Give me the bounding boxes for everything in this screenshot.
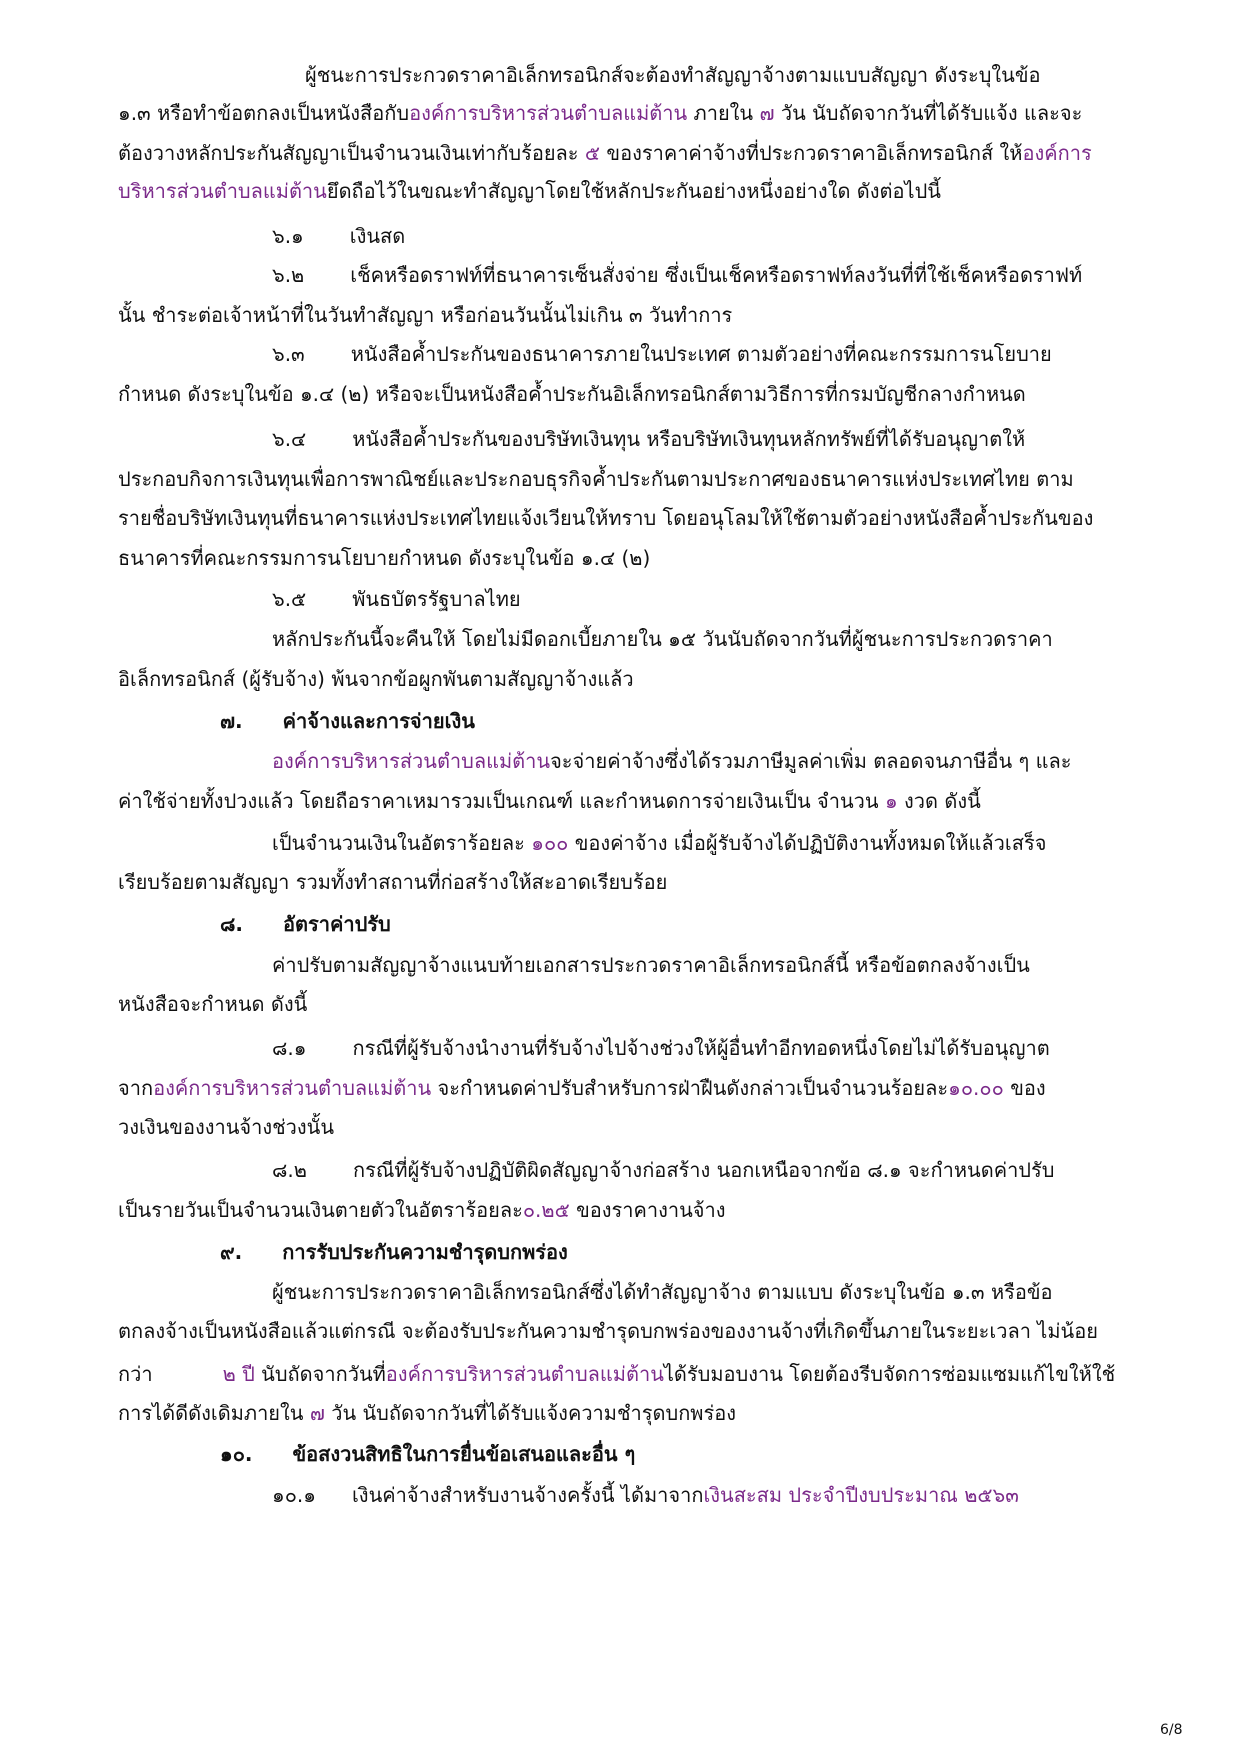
text-segment: การได้ดีดังเดิมภายใน	[118, 1401, 310, 1425]
text-segment: ๘.	[220, 912, 244, 936]
text-segment: เงินสด	[349, 224, 406, 248]
text-segment: กว่า	[118, 1362, 153, 1386]
text-line	[118, 140, 1092, 166]
text-segment: ค่าจ้างและการจ่ายเงิน	[282, 709, 475, 733]
text-segment: จะจ่ายค่าจ้างซึ่งได้รวมภาษีมูลค่าเพิ่ม ตลอดจนภาษีอื่น ๆ และ	[550, 749, 1072, 773]
text-segment: จาก	[118, 1076, 154, 1100]
text-segment: อัตราค่าปรับ	[283, 912, 391, 936]
highlighted-text: ๗	[759, 101, 775, 125]
highlighted-text: องค์การบริหารส่วนตำบลแม่ต้าน	[409, 101, 688, 125]
text-segment: เงินค่าจ้างสำหรับงานจ้างครั้งนี้ ได้มาจาก	[351, 1483, 704, 1507]
text-segment: วงเงินของงานจ้างช่วงนั้น	[118, 1115, 335, 1139]
text-line	[118, 505, 1093, 531]
text-segment: ได้รับมอบงาน โดยต้องรีบจัดการซ่อมแซมแก้ไขให้ใช้	[663, 1362, 1116, 1386]
text-line	[118, 1400, 736, 1426]
text-segment: ๖.๓	[272, 342, 305, 366]
text-line	[118, 1075, 1046, 1101]
text-line	[272, 1482, 1019, 1508]
text-line	[118, 666, 634, 692]
text-segment: เป็นรายวันเป็นจำนวนเงินตายตัวในอัตราร้อยละ	[118, 1198, 523, 1222]
text-segment: ภายใน	[687, 101, 760, 125]
text-line	[118, 302, 732, 328]
text-line	[118, 178, 941, 204]
text-line	[272, 952, 1030, 978]
highlighted-text: ๐.๒๕	[522, 1198, 570, 1222]
text-segment: กรณีที่ผู้รับจ้างนำงานที่รับจ้างไปจ้างช่วงให้ผู้อื่นทำอีกทอดหนึ่งโดยไม่ได้รับอนุญาต	[352, 1036, 1050, 1060]
highlighted-text: ๒ ปี	[222, 1362, 255, 1386]
text-line	[118, 869, 667, 895]
highlighted-text: บริหารส่วนตำบลแม่ต้าน	[118, 179, 327, 203]
text-line	[118, 991, 307, 1017]
section-heading	[220, 1239, 568, 1265]
text-segment: ผู้ชนะการประกวดราคาอิเล็กทรอนิกส์จะต้องทำสัญญาจ้างตามแบบสัญญา ดังระบุในข้อ	[305, 63, 1041, 87]
text-segment: วัน นับถัดจากวันที่ได้รับแจ้ง และจะ	[774, 101, 1083, 125]
text-segment: อิเล็กทรอนิกส์ (ผู้รับจ้าง) พ้นจากข้อผูกพันตามสัญญาจ้างแล้ว	[118, 667, 634, 691]
text-segment: ผู้ชนะการประกวดราคาอิเล็กทรอนิกส์ซึ่งได้ทำสัญญาจ้าง ตามแบบ ดังระบุในข้อ ๑.๓ หรือข้อ	[272, 1280, 1053, 1304]
highlighted-text: องค์การบริหารส่วนตำบลแม่ต้าน	[153, 1076, 432, 1100]
highlighted-text: ๗	[309, 1401, 325, 1425]
highlighted-text: ๑	[884, 789, 898, 813]
text-segment: กรณีที่ผู้รับจ้างปฏิบัติผิดสัญญาจ้างก่อสร้าง นอกเหนือจากข้อ ๘.๑ จะกำหนดค่าปรับ	[352, 1158, 1055, 1182]
text-segment: ของราคางานจ้าง	[569, 1198, 726, 1222]
text-segment: ๖.๕	[272, 587, 307, 611]
text-segment: ๙.	[220, 1240, 243, 1264]
highlighted-text: ๑๐๐	[531, 831, 569, 855]
text-segment: การรับประกันความชำรุดบกพร่อง	[282, 1240, 568, 1264]
text-segment: ๑๐.๑	[272, 1483, 316, 1507]
text-segment: ๖.๔	[272, 427, 307, 451]
text-line	[272, 426, 1025, 452]
text-segment: หนังสือค้ำประกันของธนาคารภายในประเทศ ตามตัวอย่างที่คณะกรรมการนโยบาย	[350, 342, 1052, 366]
text-segment: ๑.๓ หรือทำข้อตกลงเป็นหนังสือกับ	[118, 101, 410, 125]
text-line	[118, 1114, 334, 1140]
text-line	[272, 341, 1052, 367]
text-segment: เรียบร้อยตามสัญญา รวมทั้งทำสถานที่ก่อสร้างให้สะอาดเรียบร้อย	[118, 870, 668, 894]
text-segment: ของค่าจ้าง เมื่อผู้รับจ้างได้ปฏิบัติงานทั้งหมดให้แล้วเสร็จ	[568, 831, 1047, 855]
text-segment: ต้องวางหลักประกันสัญญาเป็นจำนวนเงินเท่ากับร้อยละ	[118, 141, 585, 165]
section-heading	[220, 708, 475, 734]
text-segment: ๑๐.	[220, 1442, 253, 1466]
text-line	[272, 1157, 1054, 1183]
text-segment: ๘.๑	[272, 1036, 307, 1060]
text-segment: ตกลงจ้างเป็นหนังสือแล้วแต่กรณี จะต้องรับประกันความชำรุดบกพร่องของงานจ้างที่เกิดขึ้นภายในระยะเวลา ไม่น้อย	[118, 1319, 1098, 1343]
text-segment: หนังสือค้ำประกันของบริษัทเงินทุน หรือบริษัทเงินทุนหลักทรัพย์ที่ได้รับอนุญาตให้	[352, 427, 1026, 451]
page-number: 6/8	[1160, 1722, 1183, 1738]
text-segment: งวด ดังนี้	[897, 789, 981, 813]
highlighted-text: ๑๐.๐๐	[948, 1076, 1004, 1100]
text-segment: ยึดถือไว้ในขณะทำสัญญาโดยใช้หลักประกันอย่างหนึ่งอย่างใด ดังต่อไปนี้	[326, 179, 941, 203]
section-heading	[220, 1441, 635, 1467]
text-segment: ของราคาค่าจ้างที่ประกวดราคาอิเล็กทรอนิกส์ ให้	[600, 141, 1023, 165]
text-segment: นั้น ชำระต่อเจ้าหน้าที่ในวันทำสัญญา หรือก่อนวันนั้นไม่เกิน ๓ วันทำการ	[118, 303, 733, 327]
text-line	[272, 1279, 1053, 1305]
text-segment: ข้อสงวนสิทธิในการยื่นข้อเสนอและอื่น ๆ	[292, 1442, 636, 1466]
text-segment: ประกอบกิจการเงินทุนเพื่อการพาณิชย์และประกอบธุรกิจค้ำประกันตามประกาศของธนาคารแห่งประเทศไทย ตาม	[118, 467, 1074, 491]
highlighted-text: องค์การบริหารส่วนตำบลแม่ต้าน	[272, 749, 551, 773]
text-segment: ของ	[1003, 1076, 1046, 1100]
text-line	[272, 748, 1072, 774]
highlighted-text: ๕	[584, 141, 601, 165]
text-segment: หลักประกันนี้จะคืนให้ โดยไม่มีดอกเบี้ยภายใน ๑๕ วันนับถัดจากวันที่ผู้ชนะการประกวดราคา	[272, 627, 1053, 651]
text-segment: ธนาคารที่คณะกรรมการนโยบายกำหนด ดังระบุในข้อ ๑.๔ (๒)	[118, 546, 651, 570]
text-segment: รายชื่อบริษัทเงินทุนที่ธนาคารแห่งประเทศไทยแจ้งเวียนให้ทราบ โดยอนุโลมให้ใช้ตามตัวอย่างหนังสือค้ำประกันของ	[118, 506, 1094, 530]
section-heading	[220, 911, 391, 937]
text-line	[272, 262, 1082, 288]
text-segment: ๖.๑	[272, 224, 304, 248]
text-segment: จะกำหนดค่าปรับสำหรับการฝ่าฝืนดังกล่าวเป็นจำนวนร้อยละ	[431, 1076, 949, 1100]
text-line	[305, 62, 1041, 88]
text-line	[118, 545, 650, 571]
text-segment: วัน นับถัดจากวันที่ได้รับแจ้งความชำรุดบกพร่อง	[324, 1401, 737, 1425]
text-segment: ๖.๒	[272, 263, 305, 287]
text-segment: ๗.	[220, 709, 243, 733]
text-line	[272, 586, 521, 612]
text-line	[118, 788, 981, 814]
highlighted-text: องค์การ	[1022, 141, 1092, 165]
text-line	[272, 1035, 1050, 1061]
highlighted-text: เงินสะสม ประจำปีงบประมาณ ๒๕๖๓	[703, 1483, 1019, 1507]
text-line	[272, 626, 1053, 652]
text-line	[118, 1361, 1115, 1387]
text-line	[118, 1197, 726, 1223]
text-segment: ๘.๒	[272, 1158, 307, 1182]
highlighted-text: องค์การบริหารส่วนตำบลแม่ต้าน	[385, 1362, 664, 1386]
text-segment: เช็คหรือดราฟท์ที่ธนาคารเซ็นสั่งจ่าย ซึ่งเป็นเช็คหรือดราฟท์ลงวันที่ที่ใช้เช็คหรือดราฟท์	[350, 263, 1083, 287]
text-segment: นับถัดจากวันที่	[254, 1362, 386, 1386]
text-segment: กำหนด ดังระบุในข้อ ๑.๔ (๒) หรือจะเป็นหนังสือค้ำประกันอิเล็กทรอนิกส์ตามวิธีการที่กรมบัญชีกลางกำหนด	[118, 382, 1026, 406]
text-segment: พันธบัตรรัฐบาลไทย	[352, 587, 521, 611]
text-line	[272, 223, 405, 249]
text-line	[118, 466, 1074, 492]
text-segment: เป็นจำนวนเงินในอัตราร้อยละ	[272, 831, 532, 855]
text-segment: ค่าปรับตามสัญญาจ้างแนบท้ายเอกสารประกวดราคาอิเล็กทรอนิกส์นี้ หรือข้อตกลงจ้างเป็น	[272, 953, 1030, 977]
text-line	[118, 381, 1026, 407]
text-line	[118, 1318, 1098, 1344]
text-segment: หนังสือจะกำหนด ดังนี้	[118, 992, 308, 1016]
text-segment: ค่าใช้จ่ายทั้งปวงแล้ว โดยถือราคาเหมารวมเป็นเกณฑ์ และกำหนดการจ่ายเงินเป็น จำนวน	[118, 789, 885, 813]
text-line	[272, 830, 1046, 856]
text-line	[118, 100, 1082, 126]
